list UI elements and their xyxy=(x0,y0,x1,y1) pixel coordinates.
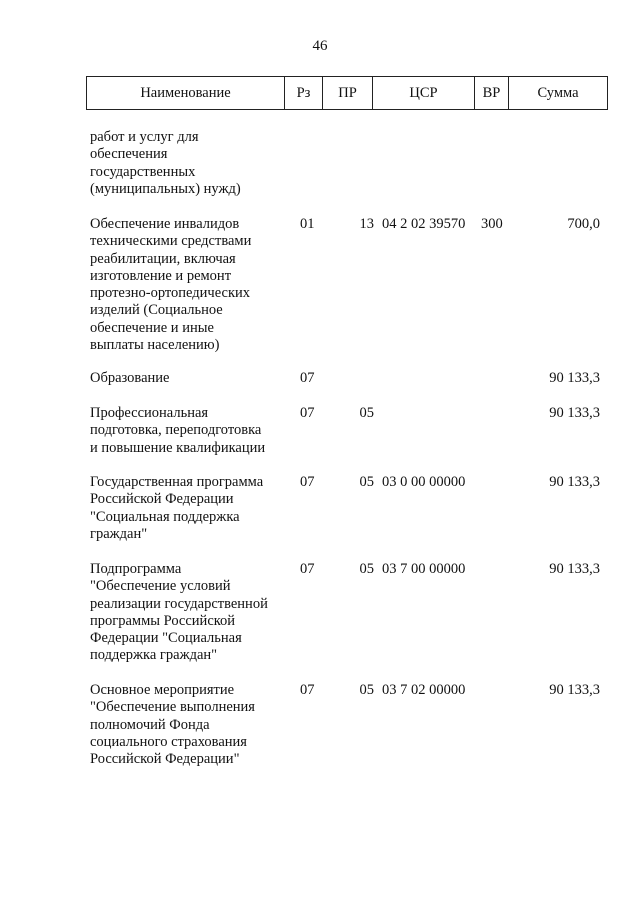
row-csr: 03 7 00 00000 xyxy=(382,561,466,577)
row-csr: 03 7 02 00000 xyxy=(382,682,466,698)
column-header-vr: ВР xyxy=(475,77,509,110)
row-rz: 07 xyxy=(300,474,315,490)
row-name: Основное мероприятие "Обеспечение выполнения полномочий Фонда социального страхования Российской Федерации" xyxy=(90,682,255,768)
row-rz: 07 xyxy=(300,561,315,577)
column-header-csr: ЦСР xyxy=(373,77,475,110)
row-name: Подпрограмма "Обеспечение условий реализации государственной программы Российской Федерации "Социальная поддержка граждан" xyxy=(90,561,268,664)
row-csr: 03 0 00 00000 xyxy=(382,474,466,490)
row-pr: 05 xyxy=(359,405,374,421)
row-vr: 300 xyxy=(481,216,503,232)
row-pr: 13 xyxy=(359,216,374,232)
row-sum: 90 133,3 xyxy=(549,682,600,698)
row-name: работ и услуг для обеспечения государственных (муниципальных) нужд) xyxy=(90,129,241,197)
row-pr: 05 xyxy=(359,561,374,577)
row-sum: 90 133,3 xyxy=(549,370,600,386)
row-name: Образование xyxy=(90,370,170,386)
row-pr: 05 xyxy=(359,474,374,490)
row-rz: 07 xyxy=(300,682,315,698)
row-sum: 90 133,3 xyxy=(549,561,600,577)
row-name: Профессиональная подготовка, переподготовка и повышение квалификации xyxy=(90,405,266,456)
row-csr: 04 2 02 39570 xyxy=(382,216,466,232)
column-header-name: Наименование xyxy=(87,77,285,110)
row-pr: 05 xyxy=(359,682,374,698)
row-name: Государственная программа Российской Федерации "Социальная поддержка граждан" xyxy=(90,474,264,542)
table-header xyxy=(86,76,608,110)
column-header-pr: ПР xyxy=(323,77,373,110)
row-rz: 01 xyxy=(300,216,315,232)
row-sum: 90 133,3 xyxy=(549,474,600,490)
row-sum: 90 133,3 xyxy=(549,405,600,421)
column-header-sum: Сумма xyxy=(509,77,608,110)
row-name: Обеспечение инвалидов техническими средствами реабилитации, включая изготовление и ремонт протезно-ортопедических изделий (Социальное обеспечение и иные выплаты населению) xyxy=(90,216,252,354)
row-rz: 07 xyxy=(300,405,315,421)
row-rz: 07 xyxy=(300,370,315,386)
row-sum: 700,0 xyxy=(567,216,600,232)
page-number: 46 xyxy=(312,38,328,54)
column-header-rz: Рз xyxy=(285,77,323,110)
